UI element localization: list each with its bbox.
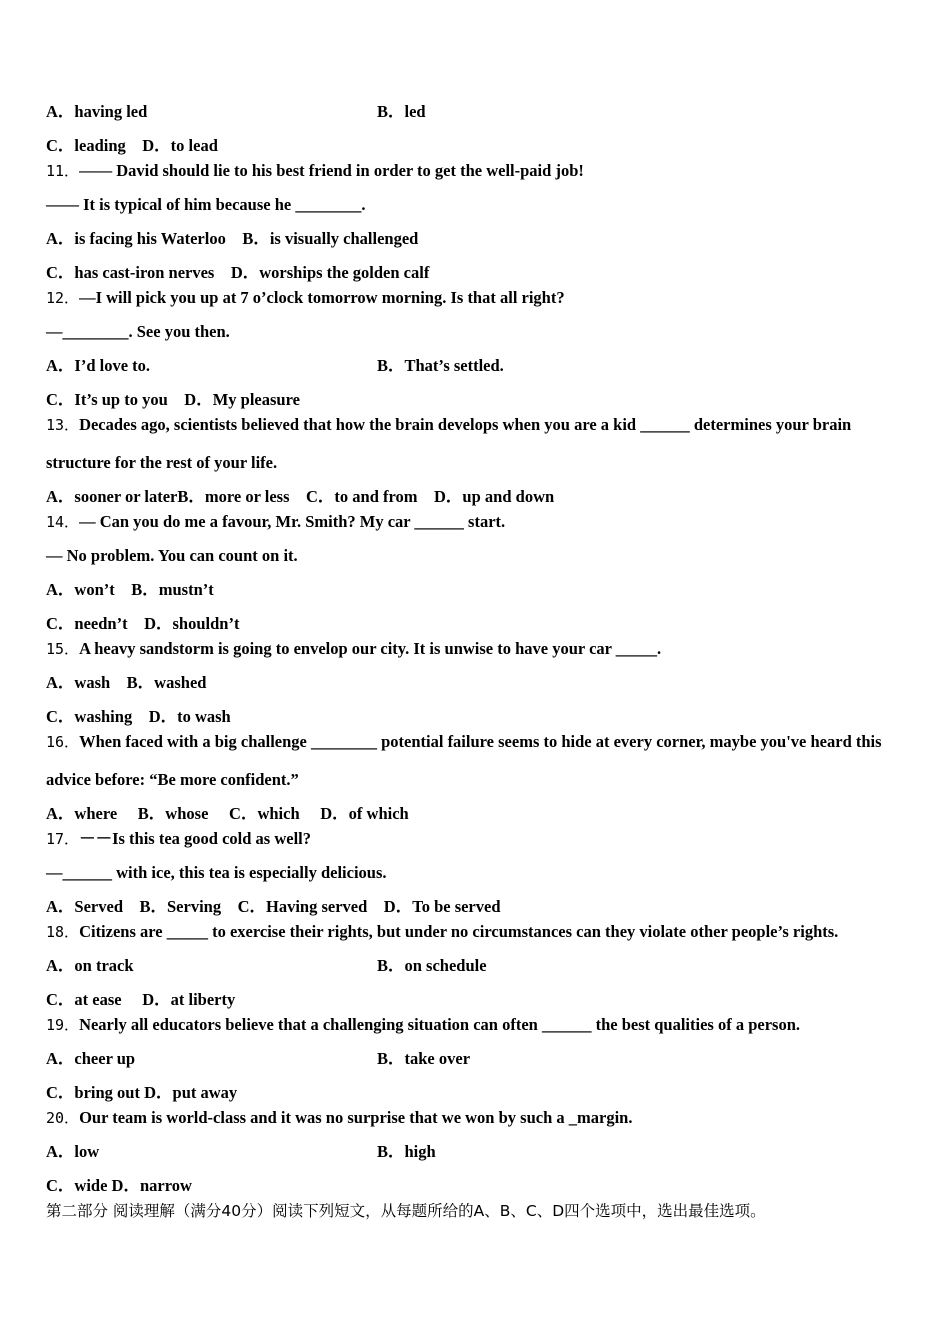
q11-stem <box>46 161 584 181</box>
q16-stem-continued: advice before: “Be more confident.” <box>46 770 299 789</box>
q20-stem-text: Our team is world-class and it was no surprise that we won by such a _margin. <box>79 1108 633 1127</box>
q16-options: A．where B．whose C．which D．of which <box>46 804 409 823</box>
q15-stem <box>46 639 661 659</box>
section2-heading: 第二部分 阅读理解（满分40分）阅读下列短文，从每题所给的A、B、C、D四个选项中，选出最佳选项。 <box>46 1202 766 1220</box>
q13-stem-text: Decades ago, scientists believed that how the brain develops when you are a kid ______ determines your brain <box>79 415 852 434</box>
q12-number: 12． <box>46 289 80 307</box>
q11-options-ab: A．is facing his Waterloo B．is visually challenged <box>46 229 419 248</box>
q19-stem-text: Nearly all educators believe that a challenging situation can often ______ the best qualities of a person. <box>79 1015 800 1034</box>
q12-stem <box>46 288 565 308</box>
q12-stem-text: —I will pick you up at 7 o’clock tomorrow morning. Is that all right? <box>79 288 565 307</box>
q17-reply: —______ with ice, this tea is especially delicious. <box>46 863 387 882</box>
q11-reply: —— It is typical of him because he ________. <box>46 195 366 214</box>
q15-number: 15． <box>46 640 80 658</box>
q11-number: 11． <box>46 162 80 180</box>
q19-number: 19． <box>46 1016 80 1034</box>
q15-options-cd: C．washing D．to wash <box>46 707 231 726</box>
q13-stem-continued: structure for the rest of your life. <box>46 453 278 472</box>
q14-stem-text: — Can you do me a favour, Mr. Smith? My car ______ start. <box>79 512 506 531</box>
q13-number: 13． <box>46 416 80 434</box>
q12-options-cd: C．It’s up to you D．My pleasure <box>46 390 300 409</box>
q12-option-a: A．I’d love to. <box>46 356 151 375</box>
q18-option-b: B．on schedule <box>377 956 487 975</box>
q20-option-b: B．high <box>377 1142 436 1161</box>
q20-options-cd: C．wide D．narrow <box>46 1176 192 1195</box>
q19-options-cd: C．bring out D．put away <box>46 1083 238 1102</box>
q18-option-a: A．on track <box>46 956 134 975</box>
q14-stem <box>46 512 505 532</box>
q20-stem <box>46 1108 632 1128</box>
q14-options-ab: A．won’t B．mustn’t <box>46 580 214 599</box>
q17-number: 17． <box>46 830 80 848</box>
q10-option-b: B．led <box>377 102 426 121</box>
q14-number: 14． <box>46 513 80 531</box>
q17-stem <box>46 829 311 849</box>
q19-option-a: A．cheer up <box>46 1049 136 1068</box>
q10-option-a: A．having led <box>46 102 148 121</box>
q18-stem-text: Citizens are _____ to exercise their rights, but under no circumstances can they violate other people’s rights. <box>79 922 839 941</box>
q16-stem-text: When faced with a big challenge ________ potential failure seems to hide at every corner, maybe you've heard this <box>79 732 882 751</box>
q19-stem <box>46 1015 800 1035</box>
q20-number: 20． <box>46 1109 80 1127</box>
q16-number: 16． <box>46 733 80 751</box>
q14-reply: — No problem. You can count on it. <box>46 546 298 565</box>
q11-options-cd: C．has cast-iron nerves D．worships the golden calf <box>46 263 430 282</box>
q18-number: 18． <box>46 923 80 941</box>
q18-stem <box>46 922 838 942</box>
q20-option-a: A．low <box>46 1142 100 1161</box>
q11-stem-text: —— David should lie to his best friend in order to get the well-paid job! <box>79 161 584 180</box>
q10-options-cd: C．leading D．to lead <box>46 136 218 155</box>
q18-options-cd: C．at ease D．at liberty <box>46 990 236 1009</box>
q13-options: A．sooner or laterB．more or less C．to and from D．up and down <box>46 487 555 506</box>
q12-option-b: B．That’s settled. <box>377 356 504 375</box>
q12-reply: —________. See you then. <box>46 322 230 341</box>
q17-stem-text: －－Is this tea good cold as well? <box>79 829 311 848</box>
q15-stem-text: A heavy sandstorm is going to envelop our city. It is unwise to have your car _____. <box>79 639 662 658</box>
q15-options-ab: A．wash B．washed <box>46 673 207 692</box>
q14-options-cd: C．needn’t D．shouldn’t <box>46 614 240 633</box>
q17-options: A．Served B．Serving C．Having served D．To be served <box>46 897 501 916</box>
q13-stem <box>46 415 851 435</box>
q16-stem <box>46 732 882 752</box>
q19-option-b: B．take over <box>377 1049 471 1068</box>
